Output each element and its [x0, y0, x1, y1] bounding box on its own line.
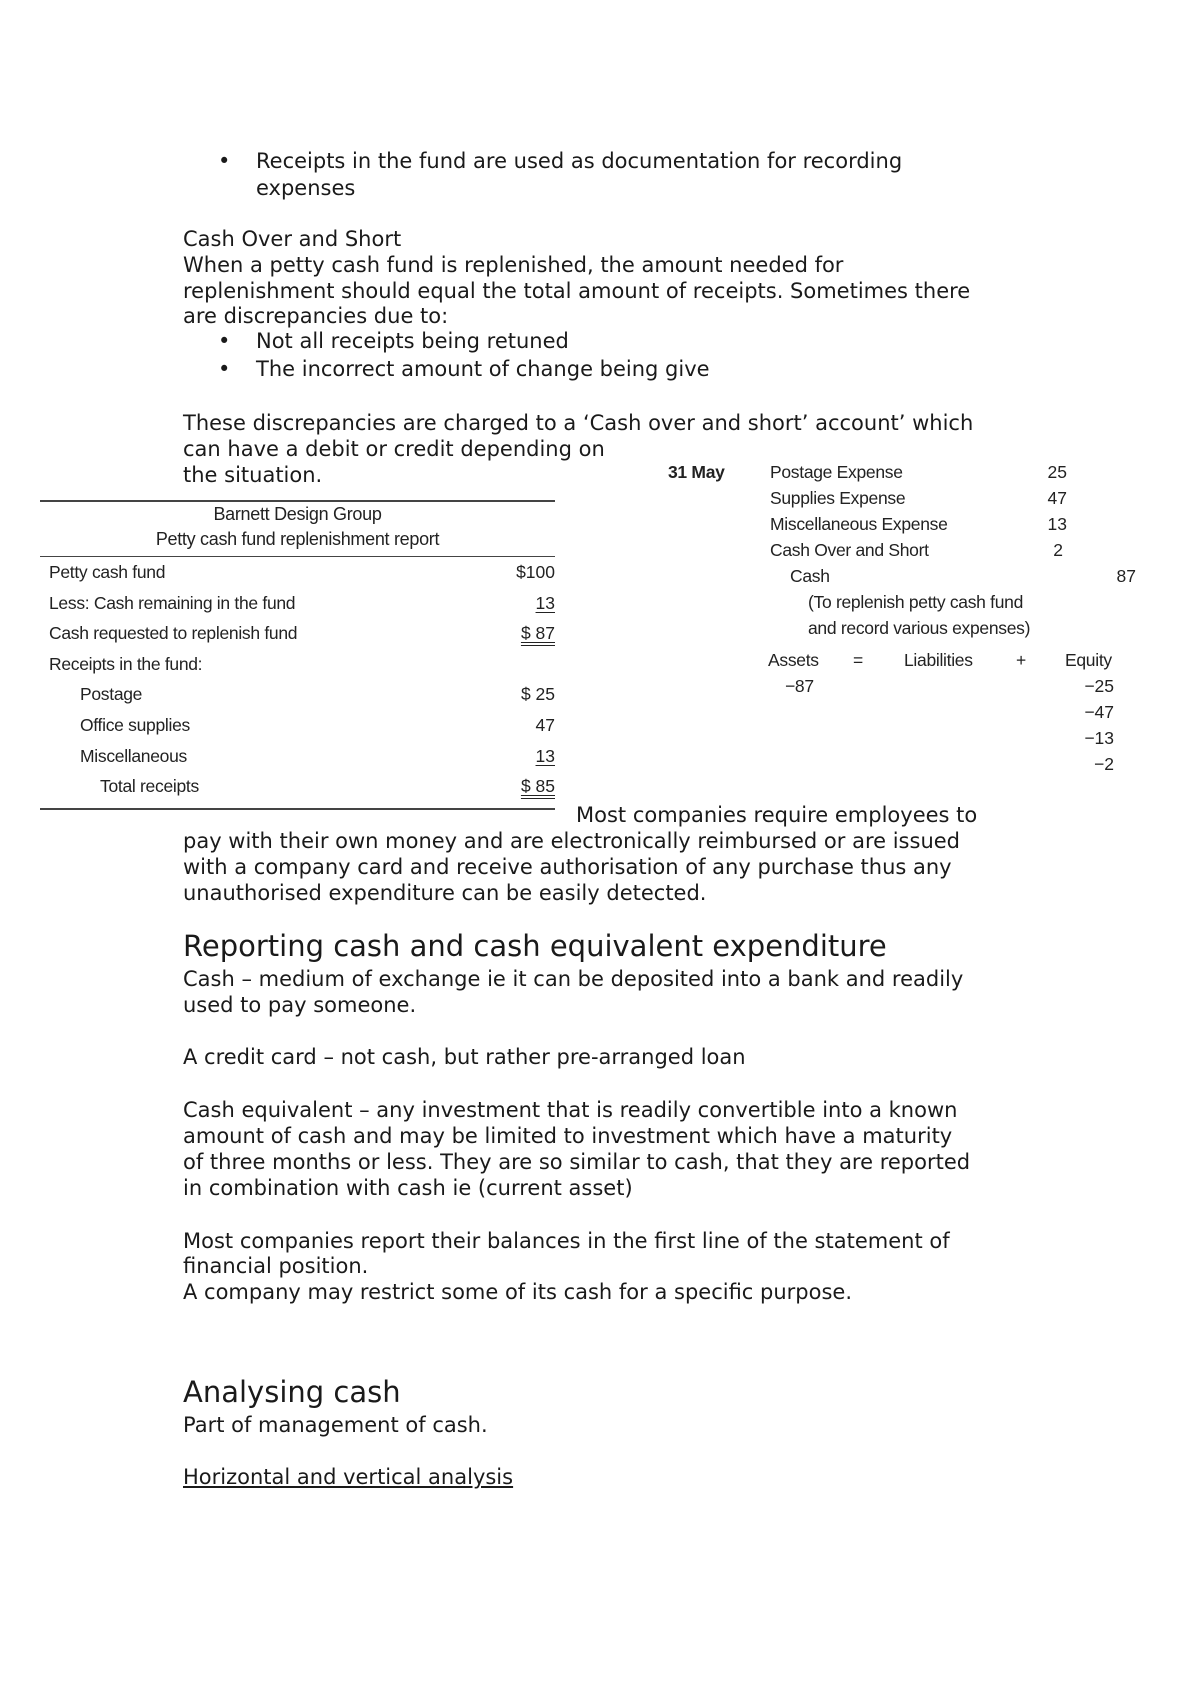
- paragraph-line: Cash – medium of exchange ie it can be deposited into a bank and readily: [183, 967, 964, 991]
- journal-account: Postage Expense: [770, 462, 903, 482]
- paragraph-line: These discrepancies are charged to a ‘Cash over and short’ account’ which: [183, 411, 974, 435]
- journal-memo: (To replenish petty cash fund: [808, 592, 1024, 612]
- equation-liabilities: Liabilities: [904, 650, 973, 670]
- paragraph-line: the situation.: [183, 463, 323, 487]
- section-title-cash-over-short: Cash Over and Short: [183, 227, 402, 251]
- journal-account: Cash: [790, 566, 830, 586]
- report-row-amount: $ 25: [520, 684, 555, 704]
- report-row-amount: 13: [535, 746, 555, 766]
- report-row-label: Postage: [80, 684, 143, 704]
- bullet-item: Not all receipts being retuned: [256, 329, 569, 353]
- report-row-label: Receipts in the fund:: [49, 654, 203, 674]
- paragraph-line: Cash equivalent – any investment that is readily convertible into a known: [183, 1098, 958, 1122]
- paragraph-line: are discrepancies due to:: [183, 304, 449, 328]
- paragraph-line: A credit card – not cash, but rather pre-arranged loan: [183, 1045, 746, 1069]
- report-row-amount: 13: [535, 593, 555, 613]
- bullet-marker: •: [218, 329, 231, 353]
- paragraph-line: financial position.: [183, 1254, 369, 1278]
- equation-equity-value: −13: [1084, 728, 1114, 748]
- section-heading-reporting-cash: Reporting cash and cash equivalent expenditure: [183, 929, 887, 963]
- intro-bullet-line1: Receipts in the fund are used as documentation for recording: [256, 149, 903, 173]
- report-row-label: Less: Cash remaining in the fund: [49, 593, 296, 613]
- equation-plus: +: [1016, 650, 1026, 670]
- paragraph-line: unauthorised expenditure can be easily detected.: [183, 881, 707, 905]
- journal-account: Miscellaneous Expense: [770, 514, 948, 534]
- report-row-label: Cash requested to replenish fund: [49, 623, 298, 643]
- journal-debit: 13: [1047, 514, 1067, 534]
- journal-account: Supplies Expense: [770, 488, 906, 508]
- paragraph-line: can have a debit or credit depending on: [183, 437, 605, 461]
- paragraph-line: of three months or less. They are so similar to cash, that they are reported: [183, 1150, 971, 1174]
- report-row-label: Petty cash fund: [49, 562, 166, 582]
- paragraph-line: used to pay someone.: [183, 993, 417, 1017]
- journal-debit: 2: [1053, 540, 1063, 560]
- equation-equity-value: −2: [1094, 754, 1114, 774]
- section-heading-analysing-cash: Analysing cash: [183, 1375, 401, 1409]
- paragraph-line: When a petty cash fund is replenished, the amount needed for: [183, 253, 844, 277]
- report-header-rule: [40, 556, 555, 557]
- bullet-item: The incorrect amount of change being give: [256, 357, 710, 381]
- equation-equity-value: −25: [1084, 676, 1114, 696]
- report-row-label: Total receipts: [100, 776, 199, 796]
- report-row-amount: $ 87: [520, 623, 555, 643]
- journal-debit: 25: [1047, 462, 1067, 482]
- paragraph-line: with a company card and receive authorisation of any purchase thus any: [183, 855, 952, 879]
- journal-credit: 87: [1116, 566, 1136, 586]
- paragraph-line: Most companies report their balances in the first line of the statement of: [183, 1229, 950, 1253]
- equation-equals: =: [853, 650, 863, 670]
- report-row-label: Office supplies: [80, 715, 190, 735]
- paragraph-line: Most companies require employees to: [576, 803, 978, 827]
- journal-date: 31 May: [668, 462, 725, 482]
- paragraph-line: pay with their own money and are electronically reimbursed or are issued: [183, 829, 960, 853]
- equation-assets-value: −87: [785, 676, 814, 696]
- paragraph-line: A company may restrict some of its cash for a specific purpose.: [183, 1280, 853, 1304]
- journal-memo: and record various expenses): [808, 618, 1031, 638]
- report-subtitle: Petty cash fund replenishment report: [155, 529, 440, 549]
- report-row-amount: $ 85: [520, 776, 555, 796]
- journal-debit: 47: [1047, 488, 1067, 508]
- equation-equity: Equity: [1065, 650, 1112, 670]
- paragraph-line: in combination with cash ie (current asset): [183, 1176, 633, 1200]
- report-row-label: Miscellaneous: [80, 746, 187, 766]
- bullet-marker: •: [218, 149, 231, 173]
- report-row-amount: $100: [516, 562, 555, 582]
- equation-equity-value: −47: [1084, 702, 1114, 722]
- paragraph-line: Part of management of cash.: [183, 1413, 488, 1437]
- report-bottom-rule: [40, 808, 555, 810]
- paragraph-line: amount of cash and may be limited to investment which have a maturity: [183, 1124, 953, 1148]
- report-top-rule: [40, 500, 555, 502]
- equation-assets: Assets: [768, 650, 819, 670]
- bullet-marker: •: [218, 357, 231, 381]
- report-title: Barnett Design Group: [213, 504, 382, 524]
- journal-account: Cash Over and Short: [770, 540, 929, 560]
- paragraph-line: replenishment should equal the total amount of receipts. Sometimes there: [183, 279, 971, 303]
- subheading-horizontal-vertical-analysis: Horizontal and vertical analysis: [183, 1465, 514, 1489]
- intro-bullet-line2: expenses: [256, 176, 356, 200]
- report-row-amount: 47: [535, 715, 555, 735]
